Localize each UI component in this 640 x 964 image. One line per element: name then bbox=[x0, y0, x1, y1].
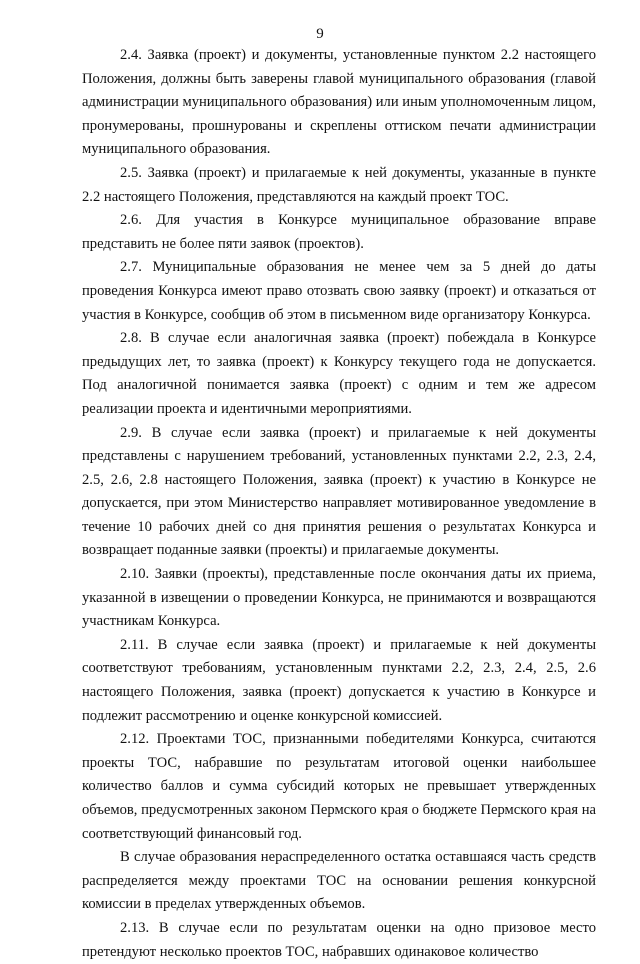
paragraph-2-5: 2.5. Заявка (проект) и прилагаемые к ней документы, указанные в пункте 2.2 настоящего Положения, представляются на каждый проект ТОС. bbox=[82, 164, 596, 205]
paragraph-2-12: 2.12. Проектами ТОС, признанными победителями Конкурса, считаются проекты ТОС, набравшие по результатам итоговой оценки наибольшее количество баллов и сумма субсидий которых не превышает утвержденных объемов, предусмотренных законом Пермского края о бюджете Пермского края на соответствующий финансовый год. bbox=[82, 731, 596, 842]
paragraph-2-7: 2.7. Муниципальные образования не менее чем за 5 дней до даты проведения Конкурса имеют право отозвать свою заявку (проект) и отказаться от участия в Конкурсе, сообщив об этом в письменном виде организатору Конкурса. bbox=[82, 259, 596, 323]
paragraph-2-9: 2.9. В случае если заявка (проект) и прилагаемые к ней документы представлены с нарушением требований, установленных пунктами 2.2, 2.3, 2.4, 2.5, 2.6, 2.8 настоящего Положения, заявка (проект) к участию в Конкурсе не допускается, при этом Министерство направляет мотивированное уведомление в течение 10 рабочих дней со дня принятия решения о результатах Конкурса и возвращает поданные заявки (проекты) и прилагаемые документы. bbox=[82, 424, 596, 559]
document-body bbox=[82, 44, 596, 964]
paragraph-2-13: 2.13. В случае если по результатам оценки на одно призовое место претендуют несколько проектов ТОС, набравших одинаковое количество bbox=[82, 919, 596, 960]
paragraph-2-8: 2.8. В случае если аналогичная заявка (проект) побеждала в Конкурсе предыдущих лет, то заявка (проект) к Конкурсу текущего года не допускается. Под аналогичной понимается заявка (проект) с одним и тем же адресом реализации проекта и идентичными мероприятиями. bbox=[82, 330, 596, 417]
paragraph-2-4: 2.4. Заявка (проект) и документы, установленные пунктом 2.2 настоящего Положения, должны быть заверены главой муниципального образования (главой администрации муниципального образования) или иным уполномоченным лицом, пронумерованы, прошнурованы и скреплены оттиском печати администрации муниципального образования. bbox=[82, 47, 597, 158]
paragraph-remainder: В случае образования нераспределенного остатка оставшаяся часть средств распределяется между проектами ТОС на основании решения конкурсной комиссии в пределах утвержденных объемов. bbox=[82, 849, 596, 913]
paragraph-2-6: 2.6. Для участия в Конкурсе муниципальное образование вправе представить не более пяти заявок (проектов). bbox=[82, 212, 596, 252]
page-number: 9 bbox=[316, 26, 324, 42]
paragraph-2-11: 2.11. В случае если заявка (проект) и прилагаемые к ней документы соответствуют требованиям, установленным пунктами 2.2, 2.3, 2.4, 2.5, 2.6 настоящего Положения, заявка (проект) допускается к участию в Конкурсе и подлежит рассмотрению и оценке конкурсной комиссией. bbox=[82, 636, 596, 724]
paragraph-2-10: 2.10. Заявки (проекты), представленные после окончания даты их приема, указанной в извещении о проведении Конкурса, не принимаются и возвращаются участникам Конкурса. bbox=[82, 566, 596, 630]
